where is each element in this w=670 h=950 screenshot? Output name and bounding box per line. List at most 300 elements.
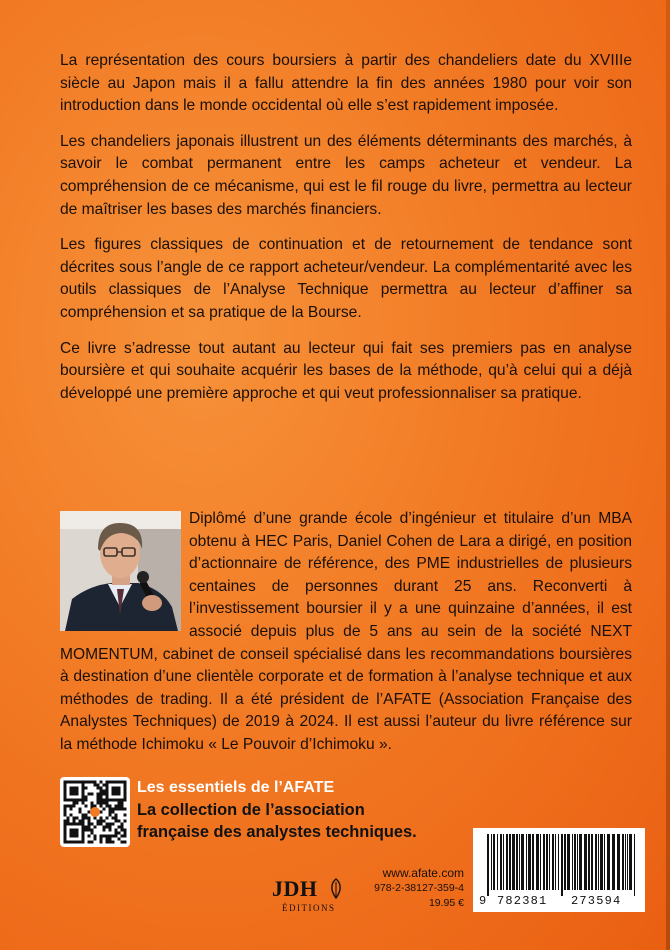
qr-module (67, 799, 70, 802)
qr-module (79, 820, 82, 823)
qr-module (106, 805, 109, 808)
qr-module (91, 781, 94, 784)
qr-module (82, 814, 85, 817)
qr-module (97, 799, 100, 802)
description-paragraph-1: La représentation des cours boursiers à partir des chandeliers date du XVIIIe siècle au Japon mais il a fallu attendre la fin des années 1980 pour voir son introduction dans le monde occidental où elle s’est rapidement imposée. (60, 52, 632, 115)
qr-module (73, 787, 76, 790)
collection-block (137, 777, 457, 843)
barcode-bar (567, 834, 570, 890)
qr-module (100, 817, 103, 820)
qr-module (91, 832, 94, 835)
qr-module (106, 838, 109, 841)
qr-module (109, 781, 112, 784)
qr-module (106, 802, 109, 805)
qr-module (64, 787, 67, 790)
qr-module (118, 799, 121, 802)
barcode-bar (579, 834, 582, 890)
qr-module (79, 781, 82, 784)
qr-module (91, 823, 94, 826)
qr-module (88, 841, 91, 844)
qr-code (60, 777, 130, 847)
qr-module (91, 829, 94, 832)
qr-module (79, 841, 82, 844)
barcode-bar (558, 834, 559, 890)
qr-module (76, 787, 79, 790)
qr-module (118, 802, 121, 805)
qr-module (94, 781, 97, 784)
description-block (60, 50, 632, 418)
qr-module (73, 832, 76, 835)
qr-module (85, 829, 88, 832)
qr-module (109, 799, 112, 802)
qr-module (97, 784, 100, 787)
qr-module (115, 781, 118, 784)
qr-module (70, 808, 73, 811)
qr-module (121, 805, 124, 808)
qr-module (115, 787, 118, 790)
qr-module (106, 784, 109, 787)
qr-module (124, 787, 127, 790)
qr-module (106, 823, 109, 826)
barcode-bar (536, 834, 539, 890)
barcode-bar (493, 834, 495, 890)
qr-module (109, 823, 112, 826)
barcode-bar (532, 834, 534, 890)
qr-module (118, 808, 121, 811)
qr-module (97, 793, 100, 796)
qr-module (121, 835, 124, 838)
qr-module (94, 835, 97, 838)
qr-module (112, 811, 115, 814)
qr-module (76, 835, 79, 838)
barcode-bar (521, 834, 524, 890)
qr-module (70, 841, 73, 844)
barcode-digit-first: 9 (479, 894, 487, 908)
barcode-bar (572, 834, 573, 890)
qr-module (124, 841, 127, 844)
barcode-bar (600, 834, 603, 890)
qr-module (121, 799, 124, 802)
qr-module (109, 808, 112, 811)
qr-module (76, 799, 79, 802)
barcode-bar (546, 834, 548, 890)
qr-module (85, 817, 88, 820)
qr-module (115, 799, 118, 802)
qr-module (112, 781, 115, 784)
qr-module (88, 835, 91, 838)
qr-module (109, 838, 112, 841)
qr-module (73, 802, 76, 805)
qr-module (76, 832, 79, 835)
barcode-bar (540, 834, 541, 890)
qr-module (124, 808, 127, 811)
qr-module (118, 781, 121, 784)
qr-module (115, 790, 118, 793)
qr-module (124, 820, 127, 823)
qr-module (85, 781, 88, 784)
qr-module (109, 814, 112, 817)
qr-module (76, 829, 79, 832)
qr-module (115, 805, 118, 808)
barcode-bar (497, 834, 498, 890)
qr-module (88, 826, 91, 829)
qr-module (70, 823, 73, 826)
qr-module (79, 808, 82, 811)
qr-module (82, 799, 85, 802)
qr-module (82, 838, 85, 841)
qr-module (112, 808, 115, 811)
qr-module (85, 787, 88, 790)
qr-module (67, 781, 70, 784)
qr-module (115, 808, 118, 811)
barcode-bar (627, 834, 628, 890)
qr-module (82, 832, 85, 835)
qr-module (73, 841, 76, 844)
qr-module (103, 829, 106, 832)
qr-module (76, 823, 79, 826)
barcode-bar (491, 834, 492, 890)
collection-subtitle-line-2: française des analystes techniques. (137, 823, 417, 841)
qr-module (67, 823, 70, 826)
qr-module (85, 796, 88, 799)
qr-module (106, 826, 109, 829)
barcode-bar (577, 834, 578, 890)
qr-module (106, 796, 109, 799)
qr-module (100, 838, 103, 841)
qr-module (73, 820, 76, 823)
qr-module (100, 790, 103, 793)
qr-module (109, 835, 112, 838)
barcode-bar (509, 834, 511, 890)
qr-module (64, 808, 67, 811)
qr-module (76, 781, 79, 784)
barcode-bar (487, 834, 489, 896)
qr-module (91, 802, 94, 805)
qr-module (70, 814, 73, 817)
qr-module (124, 829, 127, 832)
qr-module (64, 811, 67, 814)
qr-module (82, 841, 85, 844)
description-paragraph-4: Ce livre s’adresse tout autant au lecteur qui fait ses premiers pas en analyse boursière et qui souhaite acquérir les bases de la méthode, qu’à celui qui a déjà développé une première approche et qui veut professionnaliser sa pratique. (60, 339, 632, 402)
barcode-group-left: 782381 (497, 894, 548, 908)
qr-module (73, 805, 76, 808)
qr-module (118, 838, 121, 841)
qr-module (73, 790, 76, 793)
barcode-bar (622, 834, 624, 890)
qr-module (82, 817, 85, 820)
qr-module (124, 814, 127, 817)
qr-module (100, 823, 103, 826)
qr-module (118, 820, 121, 823)
qr-module (64, 823, 67, 826)
qr-module (124, 784, 127, 787)
qr-module (88, 823, 91, 826)
qr-module (76, 802, 79, 805)
qr-module (100, 793, 103, 796)
qr-module (82, 793, 85, 796)
barcode-bar (629, 834, 632, 890)
publisher-logo-letters: JDH (272, 876, 318, 901)
qr-module (85, 805, 88, 808)
qr-module (91, 793, 94, 796)
qr-module (115, 793, 118, 796)
qr-module (115, 835, 118, 838)
publisher-logo (268, 876, 360, 916)
qr-module (97, 820, 100, 823)
qr-module (124, 796, 127, 799)
qr-module (97, 796, 100, 799)
barcode-bar (519, 834, 520, 890)
barcode-bar (561, 834, 563, 896)
qr-module (106, 781, 109, 784)
qr-module (103, 808, 106, 811)
qr-module (100, 802, 103, 805)
qr-module (64, 832, 67, 835)
qr-module (109, 805, 112, 808)
barcode-bar (528, 834, 531, 890)
barcode-bar (607, 834, 610, 890)
barcode-image (473, 828, 645, 912)
qr-module (106, 799, 109, 802)
qr-module (76, 817, 79, 820)
qr-module (100, 805, 103, 808)
qr-module (73, 793, 76, 796)
qr-module (88, 829, 91, 832)
author-bio-text: Diplômé d’une grande école d’ingénieur et titulaire d’un MBA obtenu à HEC Paris, Daniel Cohen de Lara a dirigé, en position d’actionnaire de référence, des PME industrielles de plusieurs centaines de personnes durant 25 ans. Reconverti à l’investissement boursier il y a une quinzaine d’années, il est associé depuis plus de 5 ans au sein de la société NEXT MOMENTUM, cabinet de conseil spécialisé dans les recommandations boursières à destination d’une clientèle corporate et de formation à l’analyse technique et aux méthodes de trading. Il a été président de l’AFATE (Association Française des Analystes Techniques) de 2019 à 2024. Il est aussi l’auteur du livre référence sur la méthode Ichimoku « Le Pouvoir d’Ichimoku ». (60, 510, 632, 753)
barcode-bar (526, 834, 527, 890)
qr-module (115, 829, 118, 832)
barcode-bar (516, 834, 518, 890)
qr-module (103, 793, 106, 796)
qr-module (82, 787, 85, 790)
collection-title: Les essentiels de l’AFATE (137, 779, 335, 796)
publisher-logo-subtitle: ÉDITIONS (282, 903, 336, 913)
qr-module (82, 784, 85, 787)
qr-module (73, 781, 76, 784)
qr-module (103, 799, 106, 802)
qr-module (109, 811, 112, 814)
qr-module (88, 820, 91, 823)
qr-module (115, 817, 118, 820)
barcode-bar (625, 834, 626, 890)
qr-module (118, 805, 121, 808)
barcode-group-right: 273594 (571, 894, 622, 908)
qr-module (100, 781, 103, 784)
qr-module (112, 841, 115, 844)
qr-module (88, 781, 91, 784)
barcode-bar (543, 834, 545, 890)
qr-module (106, 841, 109, 844)
qr-module (64, 793, 67, 796)
price-text: 19.95 € (428, 897, 464, 909)
qr-module (70, 832, 73, 835)
barcode-bar (634, 834, 635, 896)
isbn-text: 978-2-38127-359-4 (374, 882, 464, 894)
qr-module (73, 799, 76, 802)
author-bio-block (60, 508, 632, 757)
qr-module (73, 823, 76, 826)
barcode-bar (584, 834, 587, 890)
qr-module (82, 781, 85, 784)
qr-module (112, 787, 115, 790)
qr-module (73, 829, 76, 832)
qr-module (121, 823, 124, 826)
qr-center-logo (90, 807, 100, 817)
qr-module (82, 829, 85, 832)
spine-edge (666, 0, 670, 950)
qr-module (100, 820, 103, 823)
qr-module (67, 805, 70, 808)
qr-module (106, 835, 109, 838)
qr-module (82, 823, 85, 826)
qr-module (76, 790, 79, 793)
qr-module (70, 799, 73, 802)
qr-module (118, 790, 121, 793)
qr-module (100, 841, 103, 844)
qr-module (70, 805, 73, 808)
qr-module (112, 793, 115, 796)
qr-module (79, 811, 82, 814)
qr-module (124, 793, 127, 796)
barcode-bar (512, 834, 515, 890)
barcode-bar (555, 834, 556, 890)
barcode-bar (612, 834, 615, 890)
qr-module (70, 793, 73, 796)
qr-module (97, 802, 100, 805)
barcode-bar (503, 834, 504, 890)
qr-module (106, 787, 109, 790)
qr-module (64, 820, 67, 823)
collection-subtitle-line-1: La collection de l’association (137, 801, 365, 819)
qr-module (118, 787, 121, 790)
qr-module (70, 829, 73, 832)
qr-module (103, 790, 106, 793)
barcode-bar (617, 834, 620, 890)
description-paragraph-2: Les chandeliers japonais illustrent un des éléments déterminants des marchés, à savoir le combat permanent entre les camps acheteur et vendeur. La compréhension de ce mécanisme, qui est le fil rouge du livre, permettra au lecteur de maîtriser les bases des marchés financiers. (60, 132, 632, 218)
qr-module (88, 793, 91, 796)
qr-module (64, 814, 67, 817)
qr-module (100, 787, 103, 790)
qr-module (70, 781, 73, 784)
barcode-bar (564, 834, 566, 890)
qr-module (100, 796, 103, 799)
qr-module (64, 781, 67, 784)
qr-module (73, 817, 76, 820)
qr-module (94, 784, 97, 787)
qr-module (82, 802, 85, 805)
barcode-bar (591, 834, 593, 890)
qr-module (121, 826, 124, 829)
qr-module (79, 823, 82, 826)
qr-module (70, 790, 73, 793)
qr-module (82, 835, 85, 838)
qr-module (106, 817, 109, 820)
qr-module (82, 820, 85, 823)
qr-module (64, 790, 67, 793)
qr-module (109, 841, 112, 844)
qr-module (85, 826, 88, 829)
barcode (473, 828, 645, 912)
qr-module (82, 826, 85, 829)
qr-module (82, 790, 85, 793)
qr-module (121, 808, 124, 811)
barcode-bar (598, 834, 599, 890)
qr-module (118, 793, 121, 796)
qr-module (103, 802, 106, 805)
qr-module (103, 820, 106, 823)
qr-module (100, 799, 103, 802)
qr-module (121, 802, 124, 805)
qr-module (82, 796, 85, 799)
qr-module (124, 781, 127, 784)
qr-module (124, 832, 127, 835)
qr-module (64, 838, 67, 841)
qr-module (64, 841, 67, 844)
publisher-info (366, 866, 464, 911)
qr-module (103, 826, 106, 829)
qr-module (64, 799, 67, 802)
qr-module (115, 832, 118, 835)
barcode-bar (604, 834, 605, 890)
qr-module (79, 799, 82, 802)
qr-module (85, 814, 88, 817)
qr-module (100, 835, 103, 838)
qr-module (112, 799, 115, 802)
qr-module (67, 817, 70, 820)
qr-module (94, 838, 97, 841)
qr-module (112, 835, 115, 838)
qr-module (121, 829, 124, 832)
qr-module (103, 835, 106, 838)
qr-module (67, 841, 70, 844)
qr-module (85, 799, 88, 802)
qr-module (73, 835, 76, 838)
barcode-bar (595, 834, 597, 890)
qr-module (124, 799, 127, 802)
qr-module (106, 793, 109, 796)
qr-module (76, 841, 79, 844)
qr-module (112, 790, 115, 793)
qr-module (64, 796, 67, 799)
qr-code-image (60, 777, 130, 847)
qr-module (124, 835, 127, 838)
qr-module (109, 826, 112, 829)
qr-module (94, 826, 97, 829)
qr-module (109, 829, 112, 832)
bio-photo-spacer (60, 508, 181, 632)
barcode-bar (552, 834, 554, 890)
qr-module (70, 835, 73, 838)
qr-module (70, 787, 73, 790)
qr-module (64, 826, 67, 829)
barcode-bar (574, 834, 576, 890)
qr-module (115, 814, 118, 817)
quill-icon (326, 878, 346, 900)
description-paragraph-3: Les figures classiques de continuation et de retournement de tendance sont décrites sous l’angle de ce rapport acheteur/vendeur. La complémentarité avec les outils classiques de l’Analyse Technique permettra au lecteur d’affiner sa compréhension et sa pratique de la Bourse. (60, 236, 632, 321)
qr-module (97, 823, 100, 826)
qr-module (64, 805, 67, 808)
qr-module (64, 784, 67, 787)
qr-module (121, 841, 124, 844)
qr-module (121, 781, 124, 784)
barcode-bar (506, 834, 508, 890)
qr-module (76, 793, 79, 796)
qr-module (88, 817, 91, 820)
qr-module (115, 820, 118, 823)
qr-module (118, 832, 121, 835)
qr-module (106, 790, 109, 793)
qr-module (64, 835, 67, 838)
